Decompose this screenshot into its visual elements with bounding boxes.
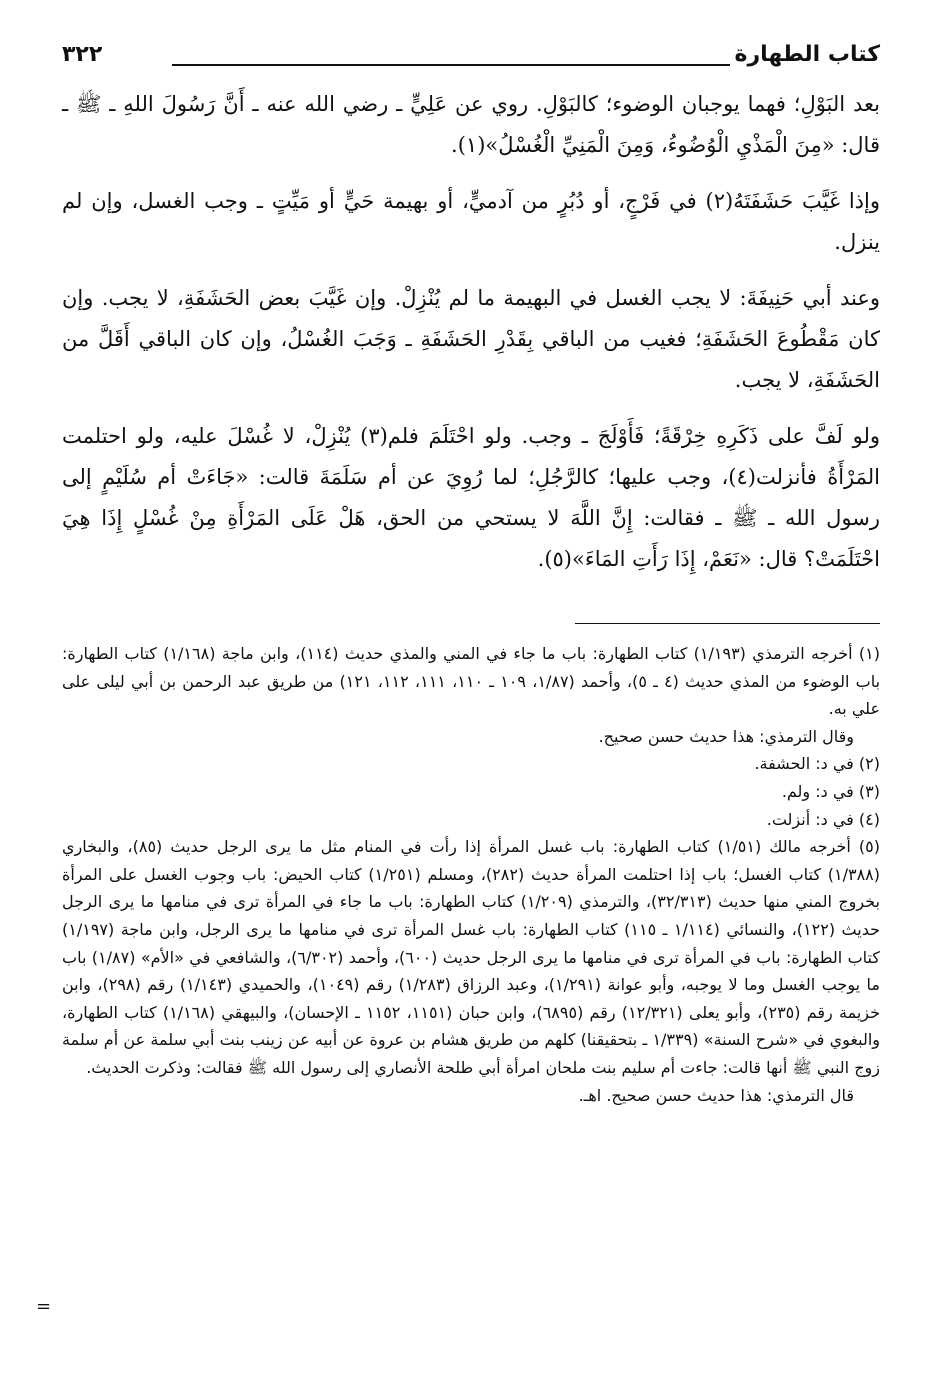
page-number: ٣٢٢: [62, 42, 103, 67]
footnote-item: (٤) في د: أنزلت.: [766, 809, 880, 829]
main-text: [62, 84, 880, 595]
footnote-item: (٣) في د: ولم.: [781, 781, 880, 801]
footnote-item: وقال الترمذي: هذا حديث حسن صحيح.: [598, 726, 854, 746]
header-rule: [172, 64, 730, 66]
margin-mark: =: [36, 1296, 52, 1317]
body-paragraph: ولو لَفَّ على ذَكَرِهِ خِرْقَةً؛ فَأَوْلَجَ ـ وجب. ولو احْتَلَمَ فلم(٣) يُنْزِلْ، لا غُسْلَ عليه، ولو احتلمت المَرْأَةُ فأنزلت(٤)، وجب عليها؛ كالرَّجُلِ؛ لما رُوِيَ عن أم سَلَمَةَ قالت: «جَاءَتْ أم سُلَيْمٍ إلى رسول الله ـ ﷺ ـ فقالت: إِنَّ اللَّهَ لا يستحي من الحق، هَلْ عَلَى المَرْأَةِ مِنْ غُسْلٍ إِذَا هِيَ احْتَلَمَتْ؟ قال: «نَعَمْ، إِذَا رَأَتِ المَاءَ»(٥).: [62, 424, 880, 571]
footnote-item: (١) أخرجه الترمذي (١/١٩٣) كتاب الطهارة: باب ما جاء في المني والمذي حديث (١١٤)، وابن ماجة (١/١٦٨) كتاب الطهارة: باب الوضوء من المذي حديث (٤ ـ ٥)، وأحمد (١/٨٧، ١٠٩ ـ ١١٠، ١١١، ١١٢، ١٢١) من طريق عبد الرحمن بن أبي ليلى على علي به.: [62, 644, 881, 719]
footnote-item: (٢) في د: الحشفة.: [754, 754, 880, 774]
footnote-separator: [575, 623, 880, 624]
footnote-item: قال الترمذي: هذا حديث حسن صحيح. اهـ.: [578, 1085, 854, 1105]
body-paragraph: وإذا غَيَّبَ حَشَفَتَهُ(٢) في فَرْجٍ، أو دُبُرٍ من آدميٍّ، أو بهيمة حَيٍّ أو مَيِّتٍ ـ وجب الغسل، وإن لم ينزل.: [62, 189, 880, 254]
running-title: كتاب الطهارة: [734, 42, 880, 67]
page-header: [62, 38, 880, 70]
body-paragraph: بعد البَوْلِ؛ فهما يوجبان الوضوء؛ كالبَوْلِ. روي عن عَلِيٍّ ـ رضي الله عنه ـ أَنَّ رَسُولَ اللهِ ـ ﷺ ـ قال: «مِنَ الْمَذْيِ الْوُضُوءُ، وَمِنَ الْمَنِيِّ الْغُسْلُ»(١).: [62, 92, 880, 157]
footnote-item: (٥) أخرجه مالك (١/٥١) كتاب الطهارة: باب غسل المرأة إذا رأت في المنام مثل ما يرى الرجل حديث (٨٥)، والبخاري (١/٣٨٨) كتاب الغسل؛ باب إذا احتلمت المرأة حديث (٢٨٢)، ومسلم (١/٢٥١) كتاب الحيض: باب وجوب الغسل على المرأة بخروج المني منها حديث (٣٢/٣١٣)، والترمذي (١/٢٠٩) كتاب الطهارة: باب ما جاء في المرأة ترى في منامها ما يرى الرجل حديث (١٢٢)، والنسائي (١/١١٤ ـ ١١٥) كتاب الطهارة: باب غسل المرأة ترى في منامها ما يرى الرجل، وابن ماجة (١/١٩٧) كتاب الطهارة: باب في المرأة ترى في منامها ما يرى الرجل حديث (٦٠٠)، وأحمد (٦/٣٠٢)، والشافعي في «الأم» (١/٨٧) باب ما يوجب الغسل وما لا يوجبه، وأبو عوانة (١/٢٩١)، وعبد الرزاق (١/٢٨٣) رقم (١٠٤٩)، والحميدي (١/١٤٣) رقم (٢٩٨)، وابن خزيمة رقم (٢٣٥)، وأبو يعلى (١٢/٣٢١) رقم (٦٨٩٥)، وابن حبان (١١٥١، ١١٥٢ ـ الإحسان)، والبيهقي (١/١٦٨) كتاب الطهارة، والبغوي في «شرح السنة» (١/٣٣٩ ـ بتحقيقنا) كلهم من طريق هشام بن عروة عن أبيه عن زينب بنت أبي سلمة عن أم سلمة زوج النبي ﷺ أنها قالت: جاءت أم سليم بنت ملحان امرأة أبي طلحة الأنصاري إلى رسول الله ﷺ فقالت: وذكرت الحديث.: [62, 837, 881, 1077]
footnotes: [62, 640, 880, 1109]
body-paragraph: وعند أبي حَنِيفَةَ: لا يجب الغسل في البهيمة ما لم يُنْزِلْ. وإن غَيَّبَ بعض الحَشَفَةِ، لا يجب. وإن كان مَقْطُوعَ الحَشَفَةِ؛ فغيب من الباقي بِقَدْرِ الحَشَفَةِ ـ وَجَبَ الغُسْلُ، وإن كان الباقي أَقَلَّ من الحَشَفَةِ، لا يجب.: [62, 286, 880, 392]
